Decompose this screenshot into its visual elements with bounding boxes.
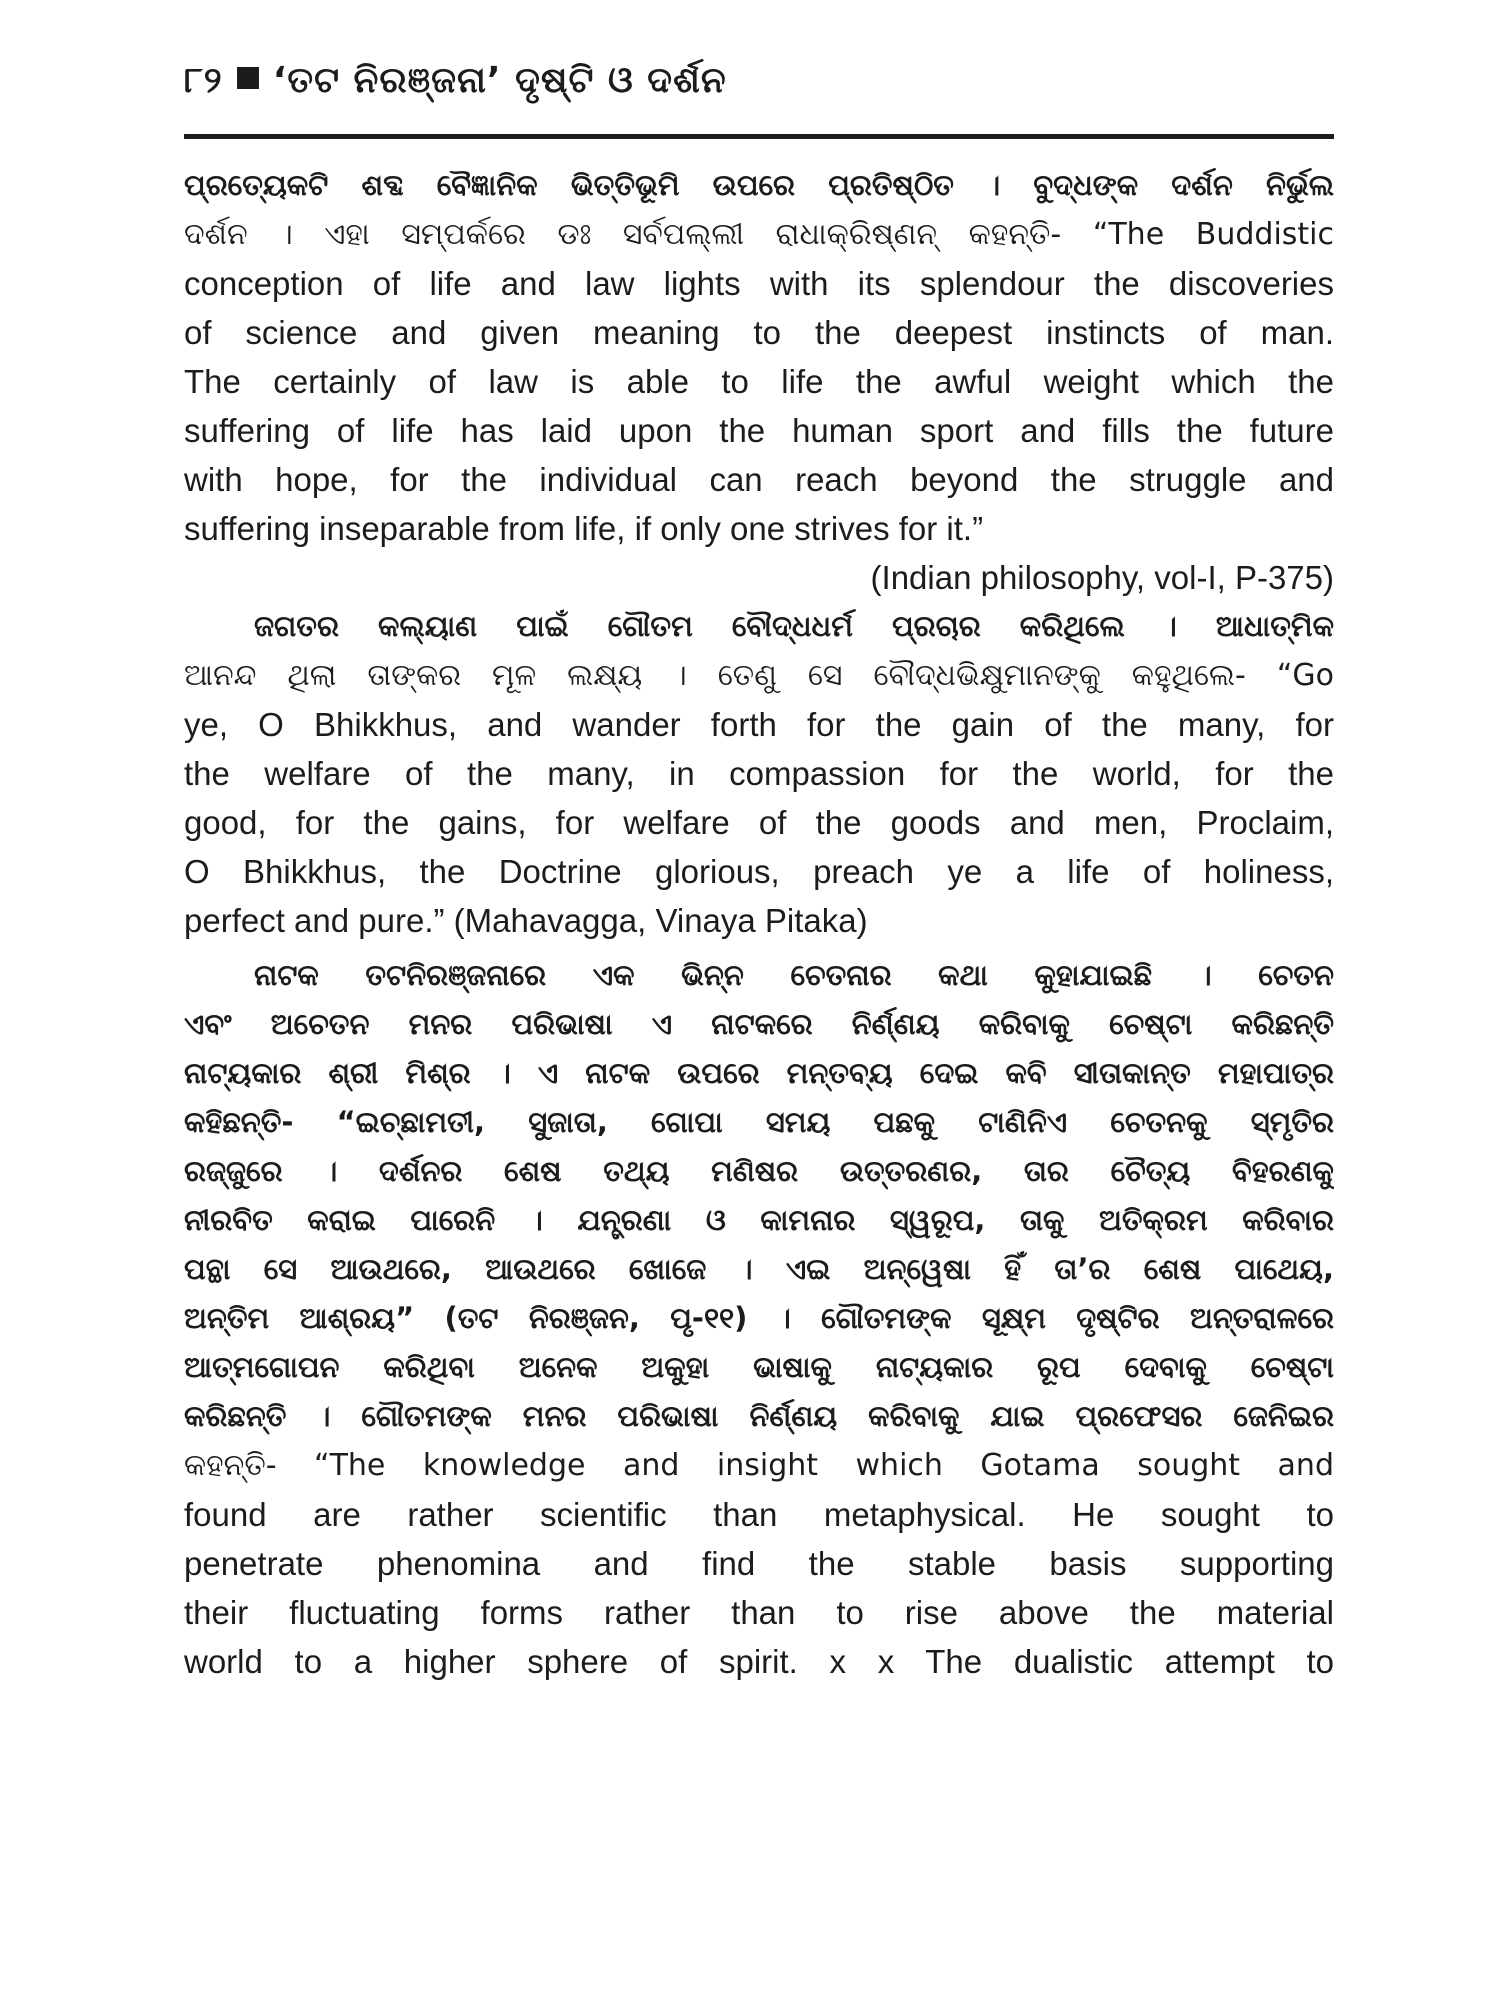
text-line: କହନ୍ତି- “The knowledge and insight which Gotama sought and [184,1448,1334,1483]
text-line: conception of life and law lights with its splendour the discoveries [184,265,1334,302]
text-line: O Bhikkhus, the Doctrine glorious, preach ye a life of holiness, [184,853,1334,890]
text-line: The certainly of law is able to life the awful weight which the [184,363,1334,400]
text-line: ଅନ୍ତିମ ଆଶ୍ରୟ” (ତଟ ନିରଞ୍ଜନ, ପୃ-୧୧) । ଗୌତମଙ୍କ ସୂକ୍ଷ୍ମ ଦୃଷ୍ଟିର ଅନ୍ତରାଳରେ [184,1301,1334,1335]
page-number: ୮୨ [184,60,223,101]
text-line: ନାଟକ ତଟନିରଞ୍ଜନାରେ ଏକ ଭିନ୍ନ ଚେତନାର କଥା କୁହାଯାଇଛି । ଚେତନ [254,958,1334,992]
text-line: ଆତ୍ମଗୋପନ କରିଥିବା ଅନେକ ଅକୁହା ଭାଷାକୁ ନାଟ୍ୟକାର ରୂପ ଦେବାକୁ ଚେଷ୍ଟା [184,1350,1334,1384]
running-title: ‘ତଟ ନିରଞ୍ଜନା’ ଦୃଷ୍ଟି ଓ ଦର୍ଶନ [272,60,727,101]
text-line: world to a higher sphere of spirit. x x The dualistic attempt to [184,1643,1334,1680]
text-line: ye, O Bhikkhus, and wander forth for the gain of the many, for [184,706,1334,743]
text-line: ଆନନ୍ଦ ଥିଲା ତାଙ୍କର ମୂଳ ଲକ୍ଷ୍ୟ । ତେଣୁ ସେ ବୌଦ୍ଧଭିକ୍ଷୁମାନଙ୍କୁ କହୁଥିଲେ- “Go [184,658,1334,693]
body-text [184,161,1334,1686]
text-line: their fluctuating forms rather than to rise above the material [184,1594,1334,1631]
text-line: good, for the gains, for welfare of the goods and men, Proclaim, [184,804,1334,841]
text-line: କହିଛନ୍ତି- “ଇଚ୍ଛାମତୀ, ସୁଜାତା, ଗୋପା ସମୟ ପଛକୁ ଟାଣିନିଏ ଚେତନକୁ ସ୍ମୃତିର [184,1105,1334,1139]
text-line: perfect and pure.” (Mahavagga, Vinaya Pitaka) [184,902,868,939]
text-line: found are rather scientific than metaphysical. He sought to [184,1496,1334,1533]
text-line: ପନ୍ଥା ସେ ଆଉଥରେ, ଆଉଥରେ ଖୋଜେ । ଏଇ ଅନ୍ୱେଷା ହିଁ ତା’ର ଶେଷ ପାଥେୟ, [184,1252,1334,1286]
text-line: ଦର୍ଶନ । ଏହା ସମ୍ପର୍କରେ ଡଃ ସର୍ବପଲ୍ଲୀ ରାଧାକ୍ରିଷ୍ଣନ୍ କହନ୍ତି- “The Buddistic [184,217,1334,252]
text-line: ପ୍ରତ୍ୟେକଟି ଶବ୍ଦ ବୈଜ୍ଞାନିକ ଭିତ୍ତିଭୂମି ଉପରେ ପ୍ରତିଷ୍ଠିତ । ବୁଦ୍ଧଙ୍କ ଦର୍ଶନ ନିର୍ଭୁଲ [184,168,1334,202]
text-line: ରଜ୍ଜୁରେ । ଦର୍ଶନର ଶେଷ ତଥ୍ୟ ମଣିଷର ଉତ୍ତରଣର, ତାର ଚୈତ୍ୟ ବିହରଣକୁ [184,1154,1334,1188]
text-line: ଏବଂ ଅଚେତନ ମନର ପରିଭାଷା ଏ ନାଟକରେ ନିର୍ଣ୍ଣୟ କରିବାକୁ ଚେଷ୍ଟା କରିଛନ୍ତି [184,1007,1334,1041]
text-line: the welfare of the many, in compassion for the world, for the [184,755,1334,792]
book-page [184,60,1334,1686]
text-line: ନାଟ୍ୟକାର ଶ୍ରୀ ମିଶ୍ର । ଏ ନାଟକ ଉପରେ ମନ୍ତବ୍ୟ ଦେଇ କବି ସୀତାକାନ୍ତ ମହାପାତ୍ର [184,1056,1334,1090]
text-line: of science and given meaning to the deepest instincts of man. [184,314,1334,351]
citation: (Indian philosophy, vol-I, P-375) [870,559,1334,596]
text-line: suffering of life has laid upon the human sport and fills the future [184,412,1334,449]
text-line: with hope, for the individual can reach beyond the struggle and [184,461,1334,498]
text-line: penetrate phenomina and find the stable basis supporting [184,1545,1334,1582]
text-line: କରିଛନ୍ତି । ଗୌତମଙ୍କ ମନର ପରିଭାଷା ନିର୍ଣ୍ଣୟ କରିବାକୁ ଯାଇ ପ୍ରଫେସର ଜେନିଇର [184,1399,1334,1433]
header-rule [184,134,1334,139]
text-line: ଜଗତର କଲ୍ୟାଣ ପାଇଁ ଗୌତମ ବୌଦ୍ଧଧର୍ମ ପ୍ରଚାର କରିଥିଲେ । ଆଧାତ୍ମିକ [254,609,1334,643]
page-header [184,60,1334,124]
text-line: suffering inseparable from life, if only one strives for it.” [184,510,984,547]
text-line: ନୀରବିତ କରାଇ ପାରେନି । ଯନ୍ତ୍ରଣା ଓ କାମନାର ସ୍ୱରୂପ, ତାକୁ ଅତିକ୍ରମ କରିବାର [184,1203,1334,1237]
header-separator-square [237,67,259,89]
